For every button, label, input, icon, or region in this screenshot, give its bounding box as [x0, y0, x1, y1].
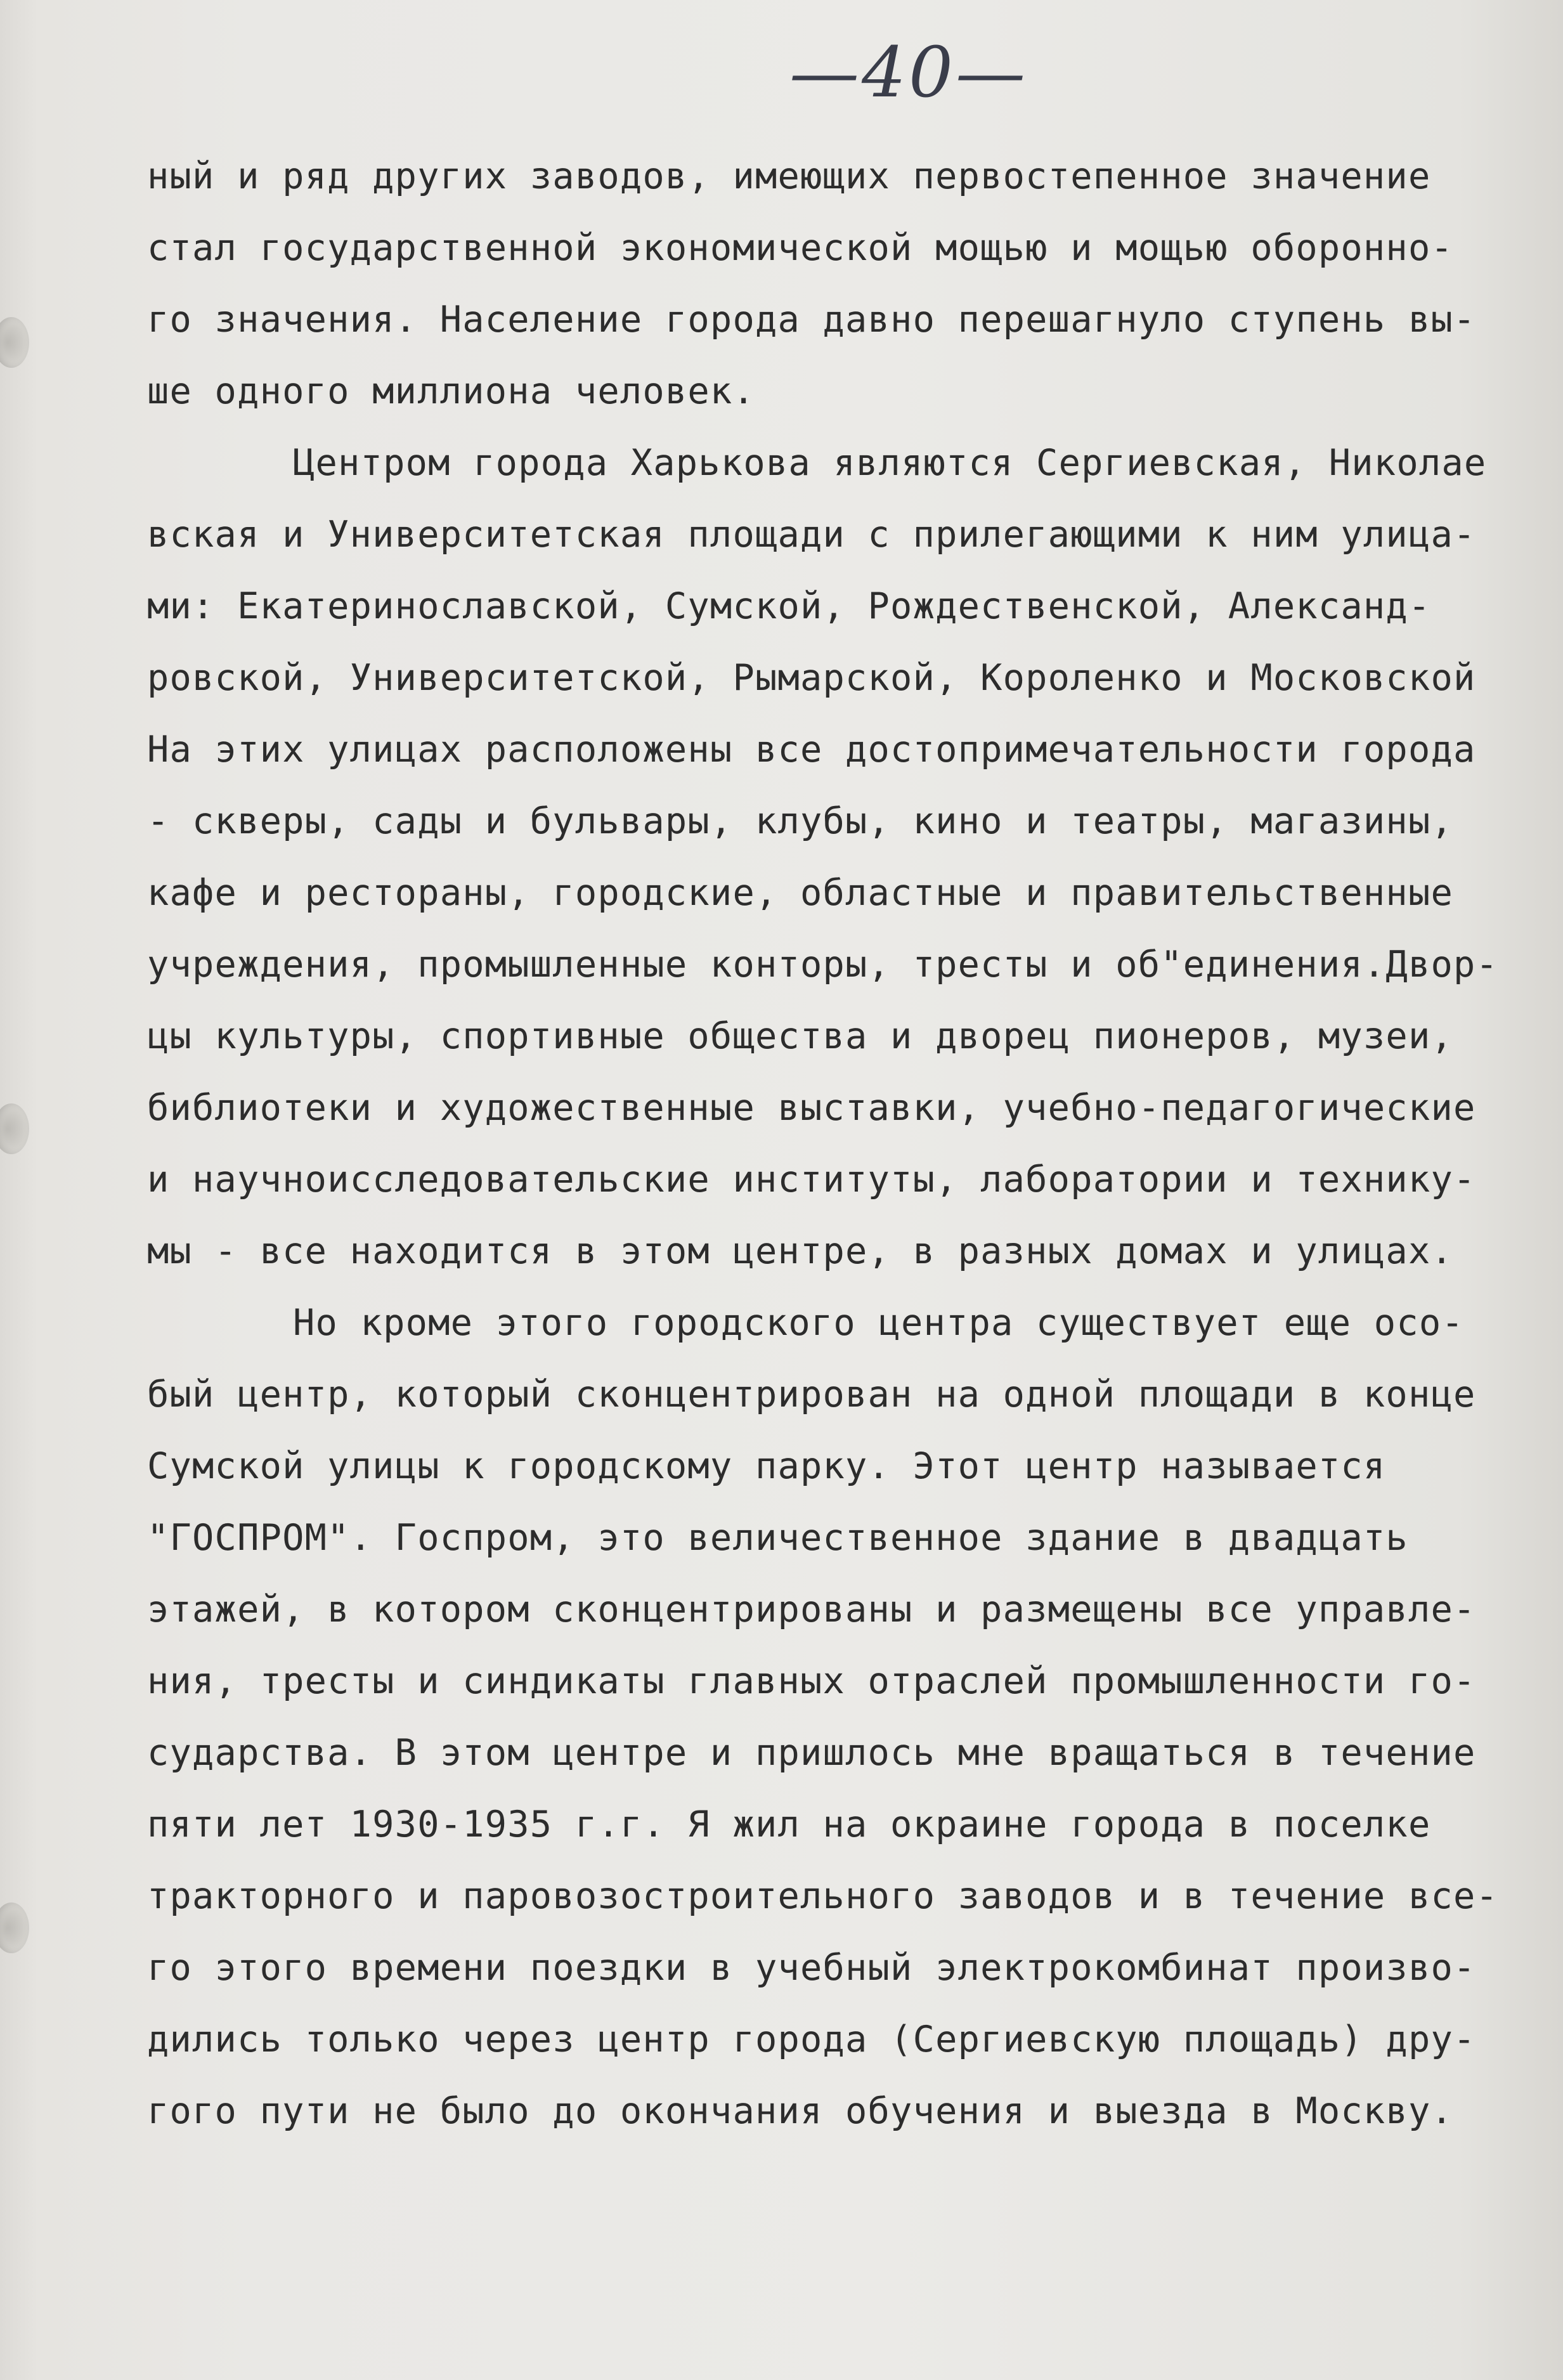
text-line: "ГОСПРОМ". Госпром, это величественное здание в двадцать — [147, 1517, 1408, 1559]
text-line: мы - все находится в этом центре, в разных домах и улицах. — [147, 1230, 1453, 1272]
text-line: стал государственной экономической мощью и мощью оборонно- — [147, 227, 1453, 269]
text-line: ния, тресты и синдикаты главных отраслей промышленности го- — [147, 1660, 1476, 1702]
text-line: гого пути не было до окончания обучения и выезда в Москву. — [147, 2090, 1453, 2132]
text-line: На этих улицах расположены все достопримечательности города — [147, 729, 1476, 771]
text-line: учреждения, промышленные конторы, тресты и об"единения.Двор- — [147, 944, 1499, 985]
paragraph-first-line: Центром города Харькова являются Сергиевская, Николае — [293, 442, 1487, 484]
text-line: - скверы, сады и бульвары, клубы, кино и театры, магазины, — [147, 800, 1453, 842]
page-number: —40— — [789, 32, 1028, 113]
punch-hole — [0, 1902, 29, 1953]
text-line: цы культуры, спортивные общества и дворец пионеров, музеи, — [147, 1015, 1453, 1057]
text-line: пяти лет 1930-1935 г.г. Я жил на окраине города в поселке — [147, 1804, 1431, 1845]
paragraph-first-line: Но кроме этого городского центра существует еще осо- — [293, 1302, 1464, 1344]
text-line: кафе и рестораны, городские, областные и правительственные — [147, 872, 1453, 914]
typewritten-text-body — [147, 141, 1548, 2147]
punch-hole — [0, 1103, 29, 1154]
text-line: тракторного и паровозостроительного заводов и в течение все- — [147, 1875, 1499, 1917]
punch-hole — [0, 317, 29, 368]
text-line: бый центр, который сконцентрирован на одной площади в конце — [147, 1374, 1476, 1415]
text-line: ше одного миллиона человек. — [147, 370, 755, 412]
text-line: и научноисследовательские институты, лаборатории и технику- — [147, 1159, 1476, 1200]
text-line: дились только через центр города (Сергиевскую площадь) дру- — [147, 2019, 1476, 2060]
text-line: Сумской улицы к городскому парку. Этот центр называется — [147, 1445, 1386, 1487]
text-line: библиотеки и художественные выставки, учебно-педагогические — [147, 1087, 1476, 1129]
text-line: этажей, в котором сконцентрированы и размещены все управле- — [147, 1589, 1476, 1630]
text-line: ровской, Университетской, Рымарской, Короленко и Московской — [147, 657, 1476, 699]
text-line: го этого времени поездки в учебный электрокомбинат произво- — [147, 1947, 1476, 1989]
text-line: ми: Екатеринославской, Сумской, Рождественской, Александ- — [147, 585, 1431, 627]
text-line: сударства. В этом центре и пришлось мне вращаться в течение — [147, 1732, 1476, 1774]
text-line: вская и Университетская площади с прилегающими к ним улица- — [147, 514, 1476, 556]
text-line: го значения. Население города давно перешагнуло ступень вы- — [147, 299, 1476, 341]
text-line: ный и ряд других заводов, имеющих первостепенное значение — [147, 155, 1431, 197]
